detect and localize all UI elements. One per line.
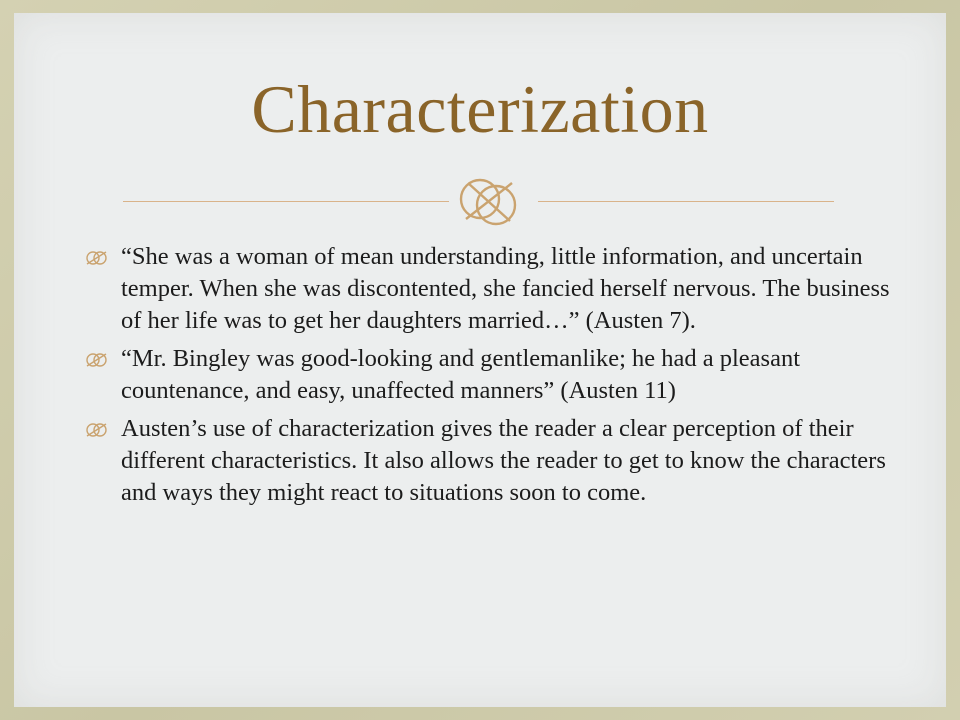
title-divider-right — [538, 201, 834, 202]
bullet-text: “She was a woman of mean understanding, little information, and uncertain temper. When she was discontented, she fancied herself nervous. The business of her life was to get her daughters married…” (Austen 7). — [121, 243, 890, 334]
bullet-icon — [84, 422, 110, 438]
slide — [14, 13, 946, 707]
bullet-icon — [84, 250, 110, 266]
slide-title: Characterization — [251, 71, 709, 147]
bullet-item — [84, 413, 904, 509]
bullet-text: “Mr. Bingley was good-looking and gentlemanlike; he had a pleasant countenance, and easy, unaffected manners” (Austen 11) — [121, 345, 801, 404]
bullet-item — [84, 241, 904, 337]
divider-ornament-icon — [444, 171, 534, 233]
title-divider-left — [123, 201, 449, 202]
bullet-icon — [84, 352, 110, 368]
bullet-list — [84, 241, 904, 515]
bullet-text: Austen’s use of characterization gives the reader a clear perception of their different characteristics. It also allows the reader to get to know the characters and ways they might react to situations soon to come. — [121, 415, 886, 506]
bullet-item — [84, 343, 904, 407]
